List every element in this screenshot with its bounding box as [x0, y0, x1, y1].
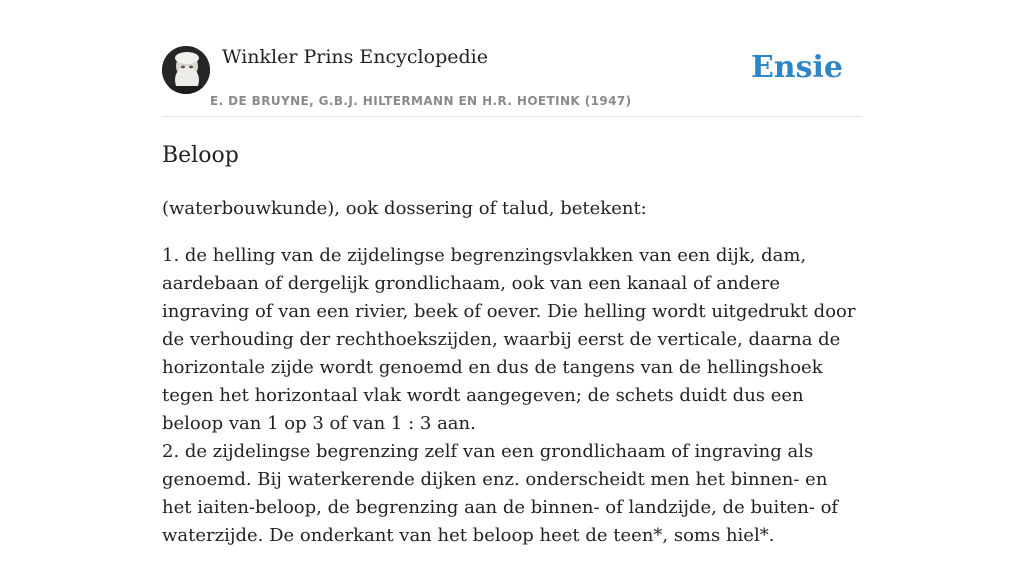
entry-content — [162, 195, 862, 550]
authors-line: E. DE BRUYNE, G.B.J. HILTERMANN EN H.R. HOETINK (1947) — [210, 94, 632, 108]
source-header — [162, 0, 862, 117]
author-avatar[interactable] — [162, 46, 210, 94]
brand-logo[interactable]: Ensie — [750, 50, 843, 85]
entry-title: Beloop — [162, 143, 239, 168]
entry-paragraph-definitions: 1. de helling van de zijdelingse begrenzingsvlakken van een dijk, dam, aardebaan of dergelijk grondlichaam, ook van een kanaal of andere ingraving of van een rivier, beek of oever. Die helling wordt uitgedrukt door de verhouding der rechthoekszijden, waarbij eerst de verticale, daarna de horizontale zijde wordt genoemd en dus de tangens van de hellingshoek tegen het horizontaal vlak wordt aangegeven; de schets duidt dus een beloop van 1 op 3 of van 1 : 3 aan. 2. de zijdelingse begrenzing zelf van een grondlichaam of ingraving als genoemd. Bij waterkerende dijken enz. onderscheidt men het binnen- en het iaiten-beloop, de begrenzing aan de binnen- of landzijde, de buiten- of waterzijde. De onderkant van het beloop heet de teen*, soms hiel*. — [162, 245, 856, 546]
source-title[interactable]: Winkler Prins Encyclopedie — [222, 46, 488, 68]
page — [162, 0, 862, 569]
portrait-icon — [162, 46, 210, 94]
entry-paragraph-intro: (waterbouwkunde), ook dossering of talud, betekent: — [162, 198, 647, 219]
